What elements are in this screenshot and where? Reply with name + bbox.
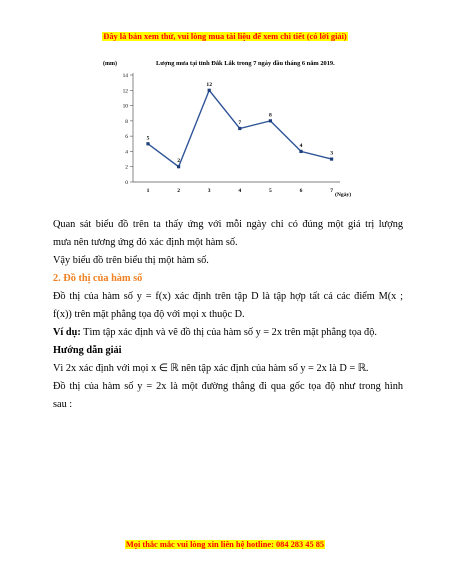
y-tick-label: 0 bbox=[125, 180, 128, 186]
y-tick-label: 6 bbox=[125, 134, 128, 141]
paragraph-3-line-1: Đồ thị của hàm số y = f(x) xác định trên tập D là tập hợp tất cả các điểm M(x ; bbox=[53, 291, 403, 302]
data-label: 3 bbox=[330, 150, 333, 157]
x-tick-label: 4 bbox=[238, 188, 242, 194]
paragraph-2: Vậy biểu đồ trên biểu thị một hàm số. bbox=[53, 255, 209, 266]
x-tick-label: 6 bbox=[299, 188, 303, 194]
data-point bbox=[146, 142, 149, 145]
paragraph-5-line-2: sau : bbox=[53, 399, 73, 410]
x-tick-label: 1 bbox=[146, 188, 150, 194]
example-line bbox=[53, 326, 403, 339]
y-tick-label: 10 bbox=[122, 103, 128, 110]
hotline-banner-text: Mọi thắc mắc vui lòng xin liên hệ hotline: 084 283 45 85 bbox=[125, 540, 325, 549]
data-point bbox=[330, 157, 333, 160]
paragraph-5-line-1: Đồ thị của hàm số y = 2x là một đường thẳng đi qua gốc tọa độ như trong hình bbox=[53, 381, 403, 392]
rainfall-chart-svg bbox=[95, 54, 357, 206]
preview-banner-text: Đây là bản xem thử, vui lòng mua tài liệu để xem chi tiết (có lời giải) bbox=[103, 32, 347, 41]
y-tick-label: 8 bbox=[125, 118, 128, 125]
paragraph-1-line-2: mưa nên tương ứng đó xác định một hàm số. bbox=[53, 237, 238, 248]
data-point bbox=[269, 119, 272, 122]
y-tick-label: 12 bbox=[122, 88, 128, 95]
data-label: 4 bbox=[299, 142, 303, 149]
x-tick-label: 2 bbox=[177, 188, 180, 194]
y-tick-label: 2 bbox=[125, 164, 128, 171]
y-tick-label: 4 bbox=[125, 149, 128, 156]
x-tick-label: 5 bbox=[269, 188, 272, 194]
paragraph-4: Vì 2x xác định với mọi x ∈ ℝ nên tập xác định của hàm số y = 2x là D = ℝ. bbox=[53, 363, 369, 374]
chart-title: Lượng mưa tại tỉnh Đắk Lắk trong 7 ngày đầu tháng 6 năm 2019. bbox=[156, 60, 335, 67]
data-label: 2 bbox=[177, 158, 180, 165]
data-label: 8 bbox=[269, 112, 272, 119]
x-tick-label: 3 bbox=[207, 188, 211, 194]
data-label: 12 bbox=[206, 81, 212, 88]
x-axis-label: (Ngày) bbox=[335, 192, 352, 198]
data-point bbox=[177, 165, 180, 168]
data-point bbox=[208, 89, 211, 92]
hotline-banner bbox=[0, 534, 450, 552]
data-label: 5 bbox=[146, 135, 150, 142]
y-tick-label: 14 bbox=[122, 73, 128, 79]
preview-banner bbox=[0, 26, 450, 44]
section-heading: 2. Đồ thị của hàm số bbox=[53, 273, 143, 284]
x-tick-label: 7 bbox=[330, 188, 333, 194]
paragraph-1-line-1: Quan sát biểu đồ trên ta thấy ứng với mỗi ngày chỉ có đúng một giá trị lượng bbox=[53, 219, 403, 230]
example-text: Tìm tập xác định và vẽ đồ thị của hàm số y = 2x trên mặt phẳng tọa độ. bbox=[80, 327, 377, 338]
paragraph-3-line-2: f(x)) trên mặt phẳng tọa độ với mọi x thuộc D. bbox=[53, 309, 245, 320]
guide-heading: Hướng dẫn giải bbox=[53, 345, 122, 356]
example-label: Ví dụ: bbox=[53, 327, 81, 338]
data-point bbox=[299, 150, 302, 153]
data-point bbox=[238, 127, 241, 130]
y-axis-label: (mm) bbox=[103, 61, 117, 67]
data-label: 7 bbox=[238, 120, 242, 126]
rainfall-chart bbox=[95, 54, 357, 206]
